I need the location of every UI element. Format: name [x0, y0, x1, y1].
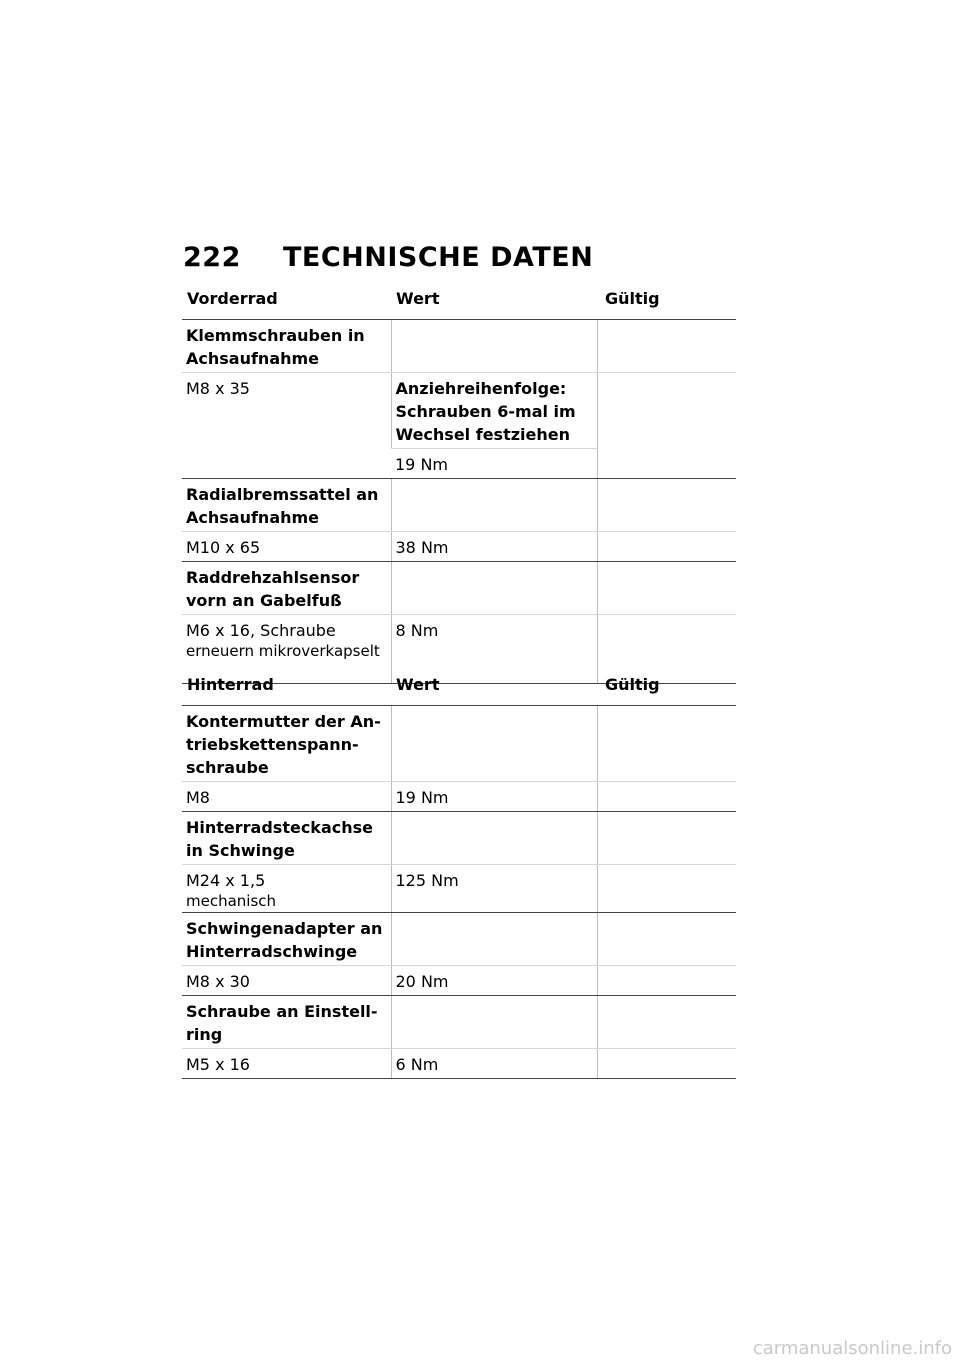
torque-value: 125 Nm [391, 865, 597, 913]
valid-cell [597, 996, 736, 1049]
fastener-size: M10 x 65 [182, 532, 391, 562]
valid-cell [597, 479, 736, 532]
tightening-sequence-note: Anziehreihenfolge: Schrauben 6-mal im Wechsel festziehen [391, 373, 597, 449]
column-header-valid: Gültig [597, 287, 736, 320]
table-row [182, 913, 736, 966]
fastener-heading: Hinterradsteckachse in Schwinge [182, 812, 391, 865]
valid-cell [597, 966, 736, 996]
valid-cell [597, 782, 736, 812]
fastener-size: M24 x 1,5 [186, 871, 266, 890]
valid-cell [597, 532, 736, 562]
value-cell [391, 320, 597, 373]
table-row [182, 996, 736, 1049]
torque-value: 38 Nm [391, 532, 597, 562]
column-header-value: Wert [391, 673, 597, 706]
watermark: carmanualsonline.info [752, 1338, 952, 1359]
column-header-valid: Gültig [597, 673, 736, 706]
value-cell [391, 562, 597, 615]
value-cell [391, 996, 597, 1049]
value-cell [391, 706, 597, 782]
valid-cell [597, 320, 736, 373]
fastener-heading: Raddrehzahlsensor vorn an Gabelfuß [182, 562, 391, 615]
fastener-size-cell [182, 865, 391, 913]
table-row [182, 562, 736, 615]
torque-value: 8 Nm [391, 615, 597, 684]
valid-cell [597, 865, 736, 913]
fastener-heading: Radialbremssattel an Achsaufnahme [182, 479, 391, 532]
column-header-component: Vorderrad [182, 287, 391, 320]
fastener-size: M6 x 16, Schraube [186, 621, 336, 640]
table-row [182, 479, 736, 532]
valid-cell [597, 1049, 736, 1079]
table-row [182, 782, 736, 812]
fastener-note: mechanisch [186, 892, 277, 910]
fastener-heading: Schwingenadapter an Hinterradschwinge [182, 913, 391, 966]
table-row [182, 532, 736, 562]
page-header [183, 242, 593, 273]
torque-value: 19 Nm [391, 449, 597, 479]
fastener-size: M8 x 35 [182, 373, 391, 479]
table-row [182, 1049, 736, 1079]
fastener-size: M8 x 30 [182, 966, 391, 996]
valid-cell [597, 913, 736, 966]
fastener-size: M8 [182, 782, 391, 812]
rear-wheel-torque-table [182, 673, 736, 1079]
fastener-heading: Klemmschrauben in Achsaufnahme [182, 320, 391, 373]
torque-value: 6 Nm [391, 1049, 597, 1079]
fastener-size: M5 x 16 [182, 1049, 391, 1079]
page-number: 222 [183, 242, 241, 273]
table-row [182, 706, 736, 782]
valid-cell [597, 562, 736, 615]
valid-cell [597, 706, 736, 782]
torque-value: 20 Nm [391, 966, 597, 996]
fastener-note: erneuern mikroverkapselt [186, 642, 380, 660]
table-header-row [182, 673, 736, 706]
front-wheel-torque-table [182, 287, 736, 684]
torque-value: 19 Nm [391, 782, 597, 812]
fastener-heading: Schraube an Einstell-ring [182, 996, 391, 1049]
table-row [182, 966, 736, 996]
table-header-row [182, 287, 736, 320]
table-row [182, 320, 736, 373]
column-header-value: Wert [391, 287, 597, 320]
valid-cell [597, 812, 736, 865]
column-header-component: Hinterrad [182, 673, 391, 706]
table-row [182, 812, 736, 865]
value-cell [391, 812, 597, 865]
valid-cell [597, 373, 736, 479]
table-row [182, 373, 736, 449]
table-row [182, 865, 736, 913]
page-title: TECHNISCHE DATEN [283, 242, 594, 273]
value-cell [391, 479, 597, 532]
fastener-heading: Kontermutter der An-triebskettenspann-schraube [182, 706, 391, 782]
value-cell [391, 913, 597, 966]
